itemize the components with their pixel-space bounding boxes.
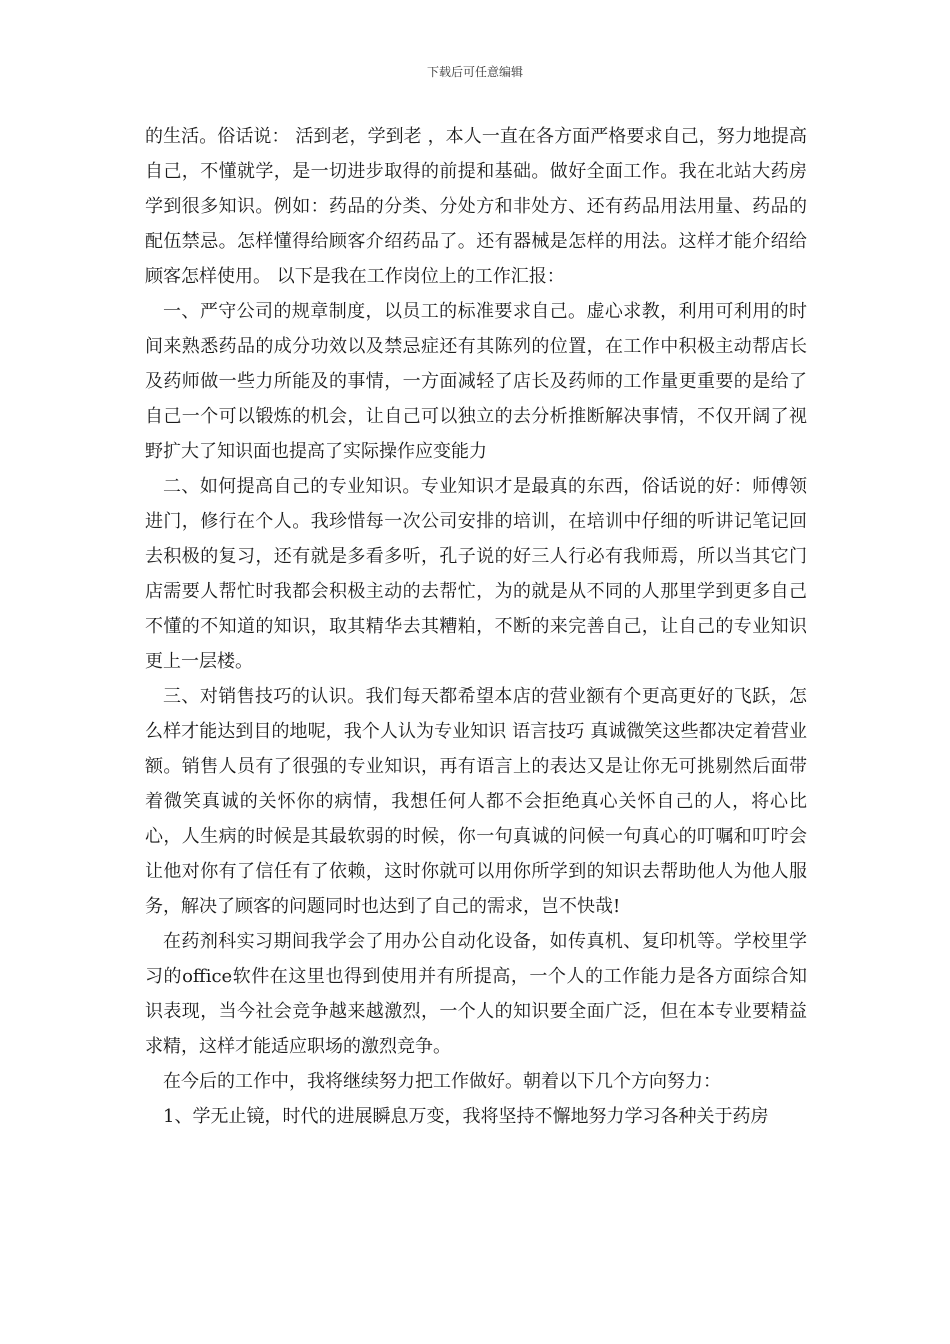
document-body (145, 119, 807, 1134)
page-header: 下载后可任意编辑 (426, 65, 523, 79)
paragraph-section-3: 三、对销售技巧的认识。我们每天都希望本店的营业额有个更高更好的飞跃，怎么样才能达到目的地呢，我个人认为专业知识 语言技巧 真诚微笑这些都决定着营业额。销售人员有了很强的专业知识，再有语言上的表达又是让你无可挑剔然后面带着微笑真诚的关怀你的病情，我想任何人都不会拒绝真心关怀自己的人，将心比心，人生病的时候是其最软弱的时候，你一句真诚的问候一句真心的叮嘱和叮咛会让他对你有了信任有了依赖，这时你就可以用你所学到的知识去帮助他人为他人服务，解决了顾客的问题同时也达到了自己的需求，岂不快哉! (145, 686, 807, 917)
paragraph-internship: 在药剂科实习期间我学会了用办公自动化设备，如传真机、复印机等。学校里学习的office软件在这里也得到使用并有所提高，一个人的工作能力是各方面综合知识表现，当今社会竞争越来越激烈，一个人的知识要全面广泛，但在本专业要精益求精，这样才能适应职场的激烈竞争。 (145, 931, 807, 1057)
paragraph-future-work: 在今后的工作中，我将继续努力把工作做好。朝着以下几个方向努力： (163, 1071, 721, 1092)
paragraph-section-2: 二、如何提高自己的专业知识。专业知识才是最真的东西，俗话说的好：师傅领进门，修行在个人。我珍惜每一次公司安排的培训，在培训中仔细的听讲记笔记回去积极的复习，还有就是多看多听，孔子说的好三人行必有我师焉，所以当其它门店需要人帮忙时我都会积极主动的去帮忙，为的就是从不同的人那里学到更多自己不懂的不知道的知识，取其精华去其糟粕，不断的来完善自己，让自己的专业知识更上一层楼。 (145, 476, 807, 672)
paragraph-intro: 的生活。俗话说： 活到老，学到老 ，本人一直在各方面严格要求自己，努力地提高自己，不懂就学，是一切进步取得的前提和基础。做好全面工作。我在北站大药房学到很多知识。例如：药品的分类、分处方和非处方、还有药品用法用量、药品的配伍禁忌。怎样懂得给顾客介绍药品了。还有器械是怎样的用法。这样才能介绍给顾客怎样使用。 以下是我在工作岗位上的工作汇报： (145, 126, 807, 287)
paragraph-goal-1: 1、学无止镜，时代的进展瞬息万变，我将坚持不懈地努力学习各种关于药房 (163, 1106, 769, 1127)
paragraph-section-1: 一、严守公司的规章制度，以员工的标准要求自己。虚心求教，利用可利用的时间来熟悉药品的成分功效以及禁忌症还有其陈列的位置，在工作中积极主动帮店长及药师做一些力所能及的事情，一方面减轻了店长及药师的工作量更重要的是给了自己一个可以锻炼的机会，让自己可以独立的去分析推断解决事情，不仅开阔了视野扩大了知识面也提高了实际操作应变能力 (145, 301, 807, 462)
